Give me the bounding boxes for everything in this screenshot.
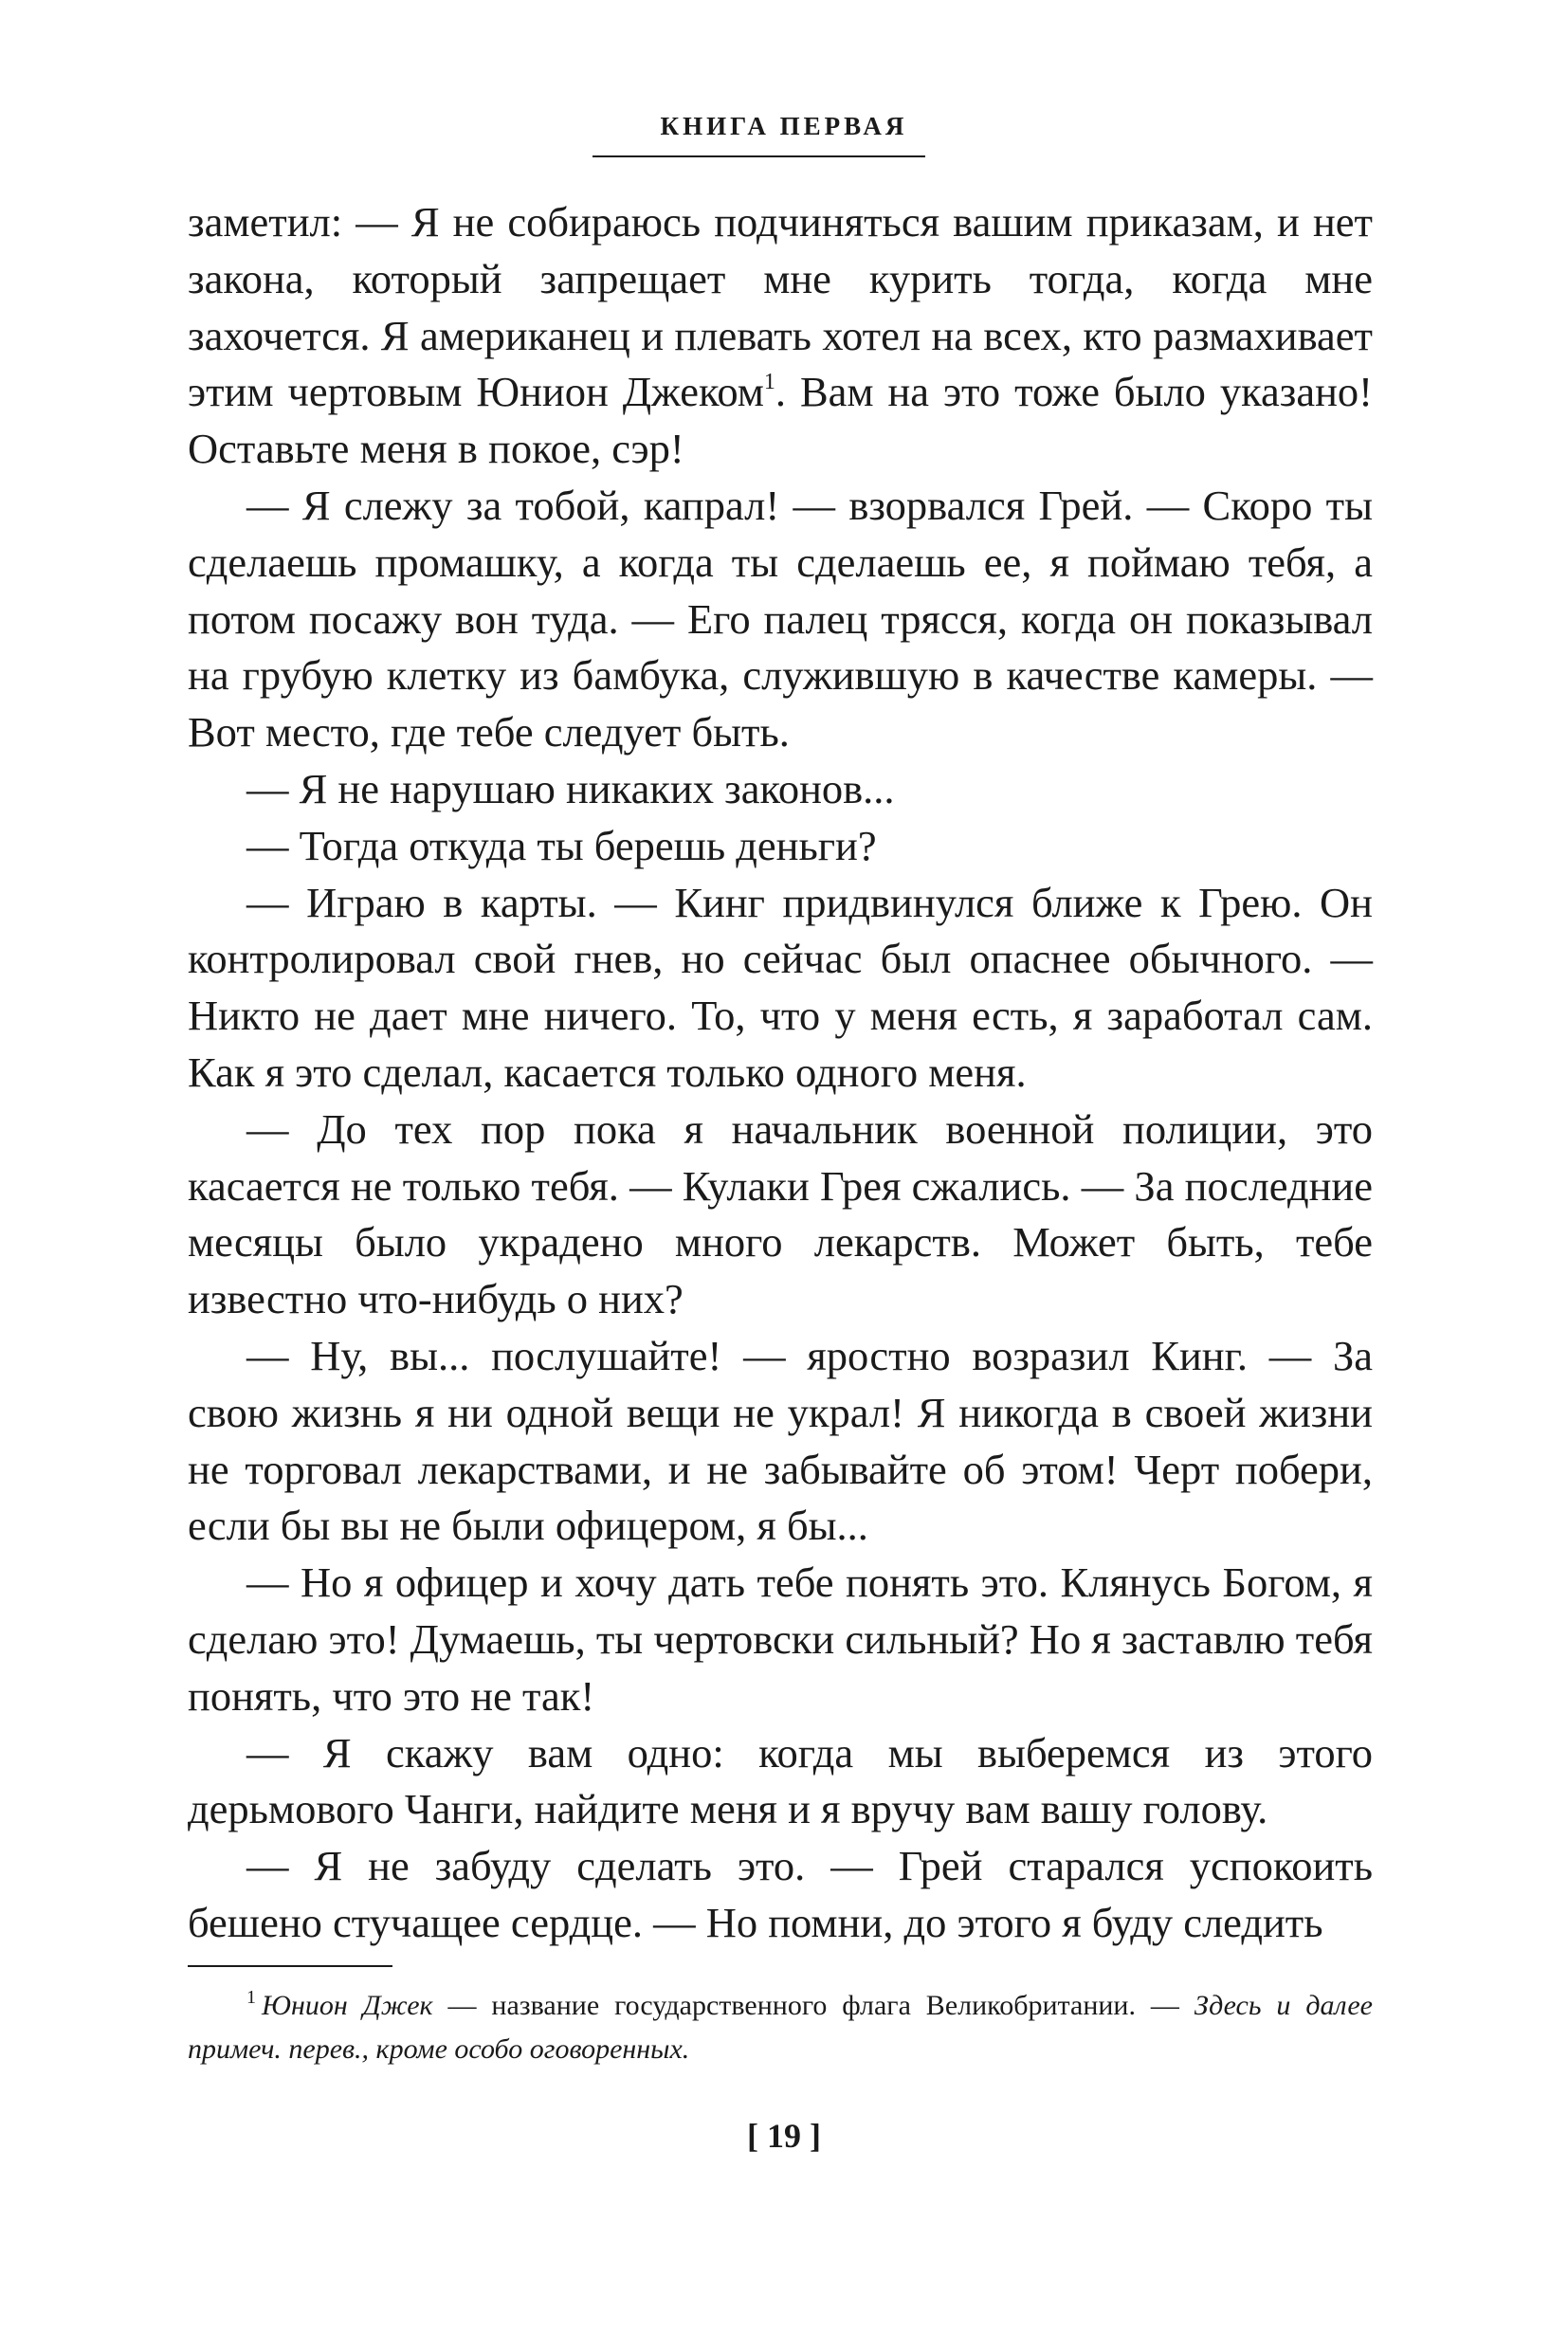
- footnote-reference: 1: [763, 370, 775, 395]
- paragraph: — Я не забуду сделать это. — Грей старался успокоить бешено стучащее сердце. — Но помни, до этого я буду следить: [188, 1842, 1373, 1946]
- footnote-definition: — название государственного флага Великобритании. —: [432, 1990, 1194, 2021]
- paragraph: — Ну, вы... послушайте! — яростно возразил Кинг. — За свою жизнь я ни одной вещи не украл! Я никогда в своей жизни не торговал лекарствами, и не забывайте об этом! Черт побери, если бы вы не были офицером, я бы...: [188, 1331, 1373, 1550]
- paragraph: — Тогда откуда ты берешь деньги?: [246, 821, 877, 869]
- paragraph: [188, 194, 1373, 478]
- footnote-note: Здесь и далее примеч. перев., кроме особо оговоренных.: [188, 1990, 1373, 2065]
- page-number: [ 19 ]: [747, 2117, 821, 2155]
- paragraph: — До тех пор пока я начальник военной полиции, это касается не только тебя. — Кулаки Грея сжались. — За последние месяцы было украдено много лекарств. Может быть, тебе известно что-нибудь о них?: [188, 1104, 1373, 1323]
- paragraph-text: . Вам на это тоже было указано! Оставьте меня в покое, сэр!: [188, 368, 1373, 473]
- paragraph-text: заметил: — Я не собираюсь подчиняться вашим приказам, и нет закона, который запрещает мне курить тогда, когда мне захочется. Я американец и плевать хотел на всех, кто размахивает этим чертовым Юнион Джеком: [188, 198, 1373, 416]
- body-text: [188, 194, 1373, 1952]
- running-header: КНИГА ПЕРВАЯ: [660, 112, 908, 140]
- paragraph: — Я слежу за тобой, капрал! — взорвался Грей. — Скоро ты сделаешь промашку, а когда ты сделаешь ее, я поймаю тебя, а потом посажу вон туда. — Его палец трясся, когда он показывал на грубую клетку из бамбука, служившую в качестве камеры. — Вот место, где тебе следует быть.: [188, 481, 1373, 756]
- header-rule: [593, 155, 925, 157]
- footnote-term: Юнион Джек: [262, 1990, 433, 2021]
- footnote-number: 1: [246, 1987, 256, 2008]
- paragraph: — Я не нарушаю никаких законов...: [246, 764, 895, 812]
- paragraph: — Но я офицер и хочу дать тебе понять это. Клянусь Богом, я сделаю это! Думаешь, ты чертовски сильный? Но я заставлю тебя понять, что это не так!: [188, 1558, 1373, 1720]
- footnote: [188, 1984, 1373, 2071]
- footnote-rule: [188, 1965, 392, 1967]
- paragraph: — Играю в карты. — Кинг придвинулся ближе к Грею. Он контролировал свой гнев, но сейчас был опаснее обычного. — Никто не дает мне ничего. То, что у меня есть, я заработал сам. Как я это сделал, касается только одного меня.: [188, 878, 1373, 1096]
- paragraph: — Я скажу вам одно: когда мы выберемся из этого дерьмового Чанги, найдите меня и я вручу вам вашу голову.: [188, 1728, 1373, 1833]
